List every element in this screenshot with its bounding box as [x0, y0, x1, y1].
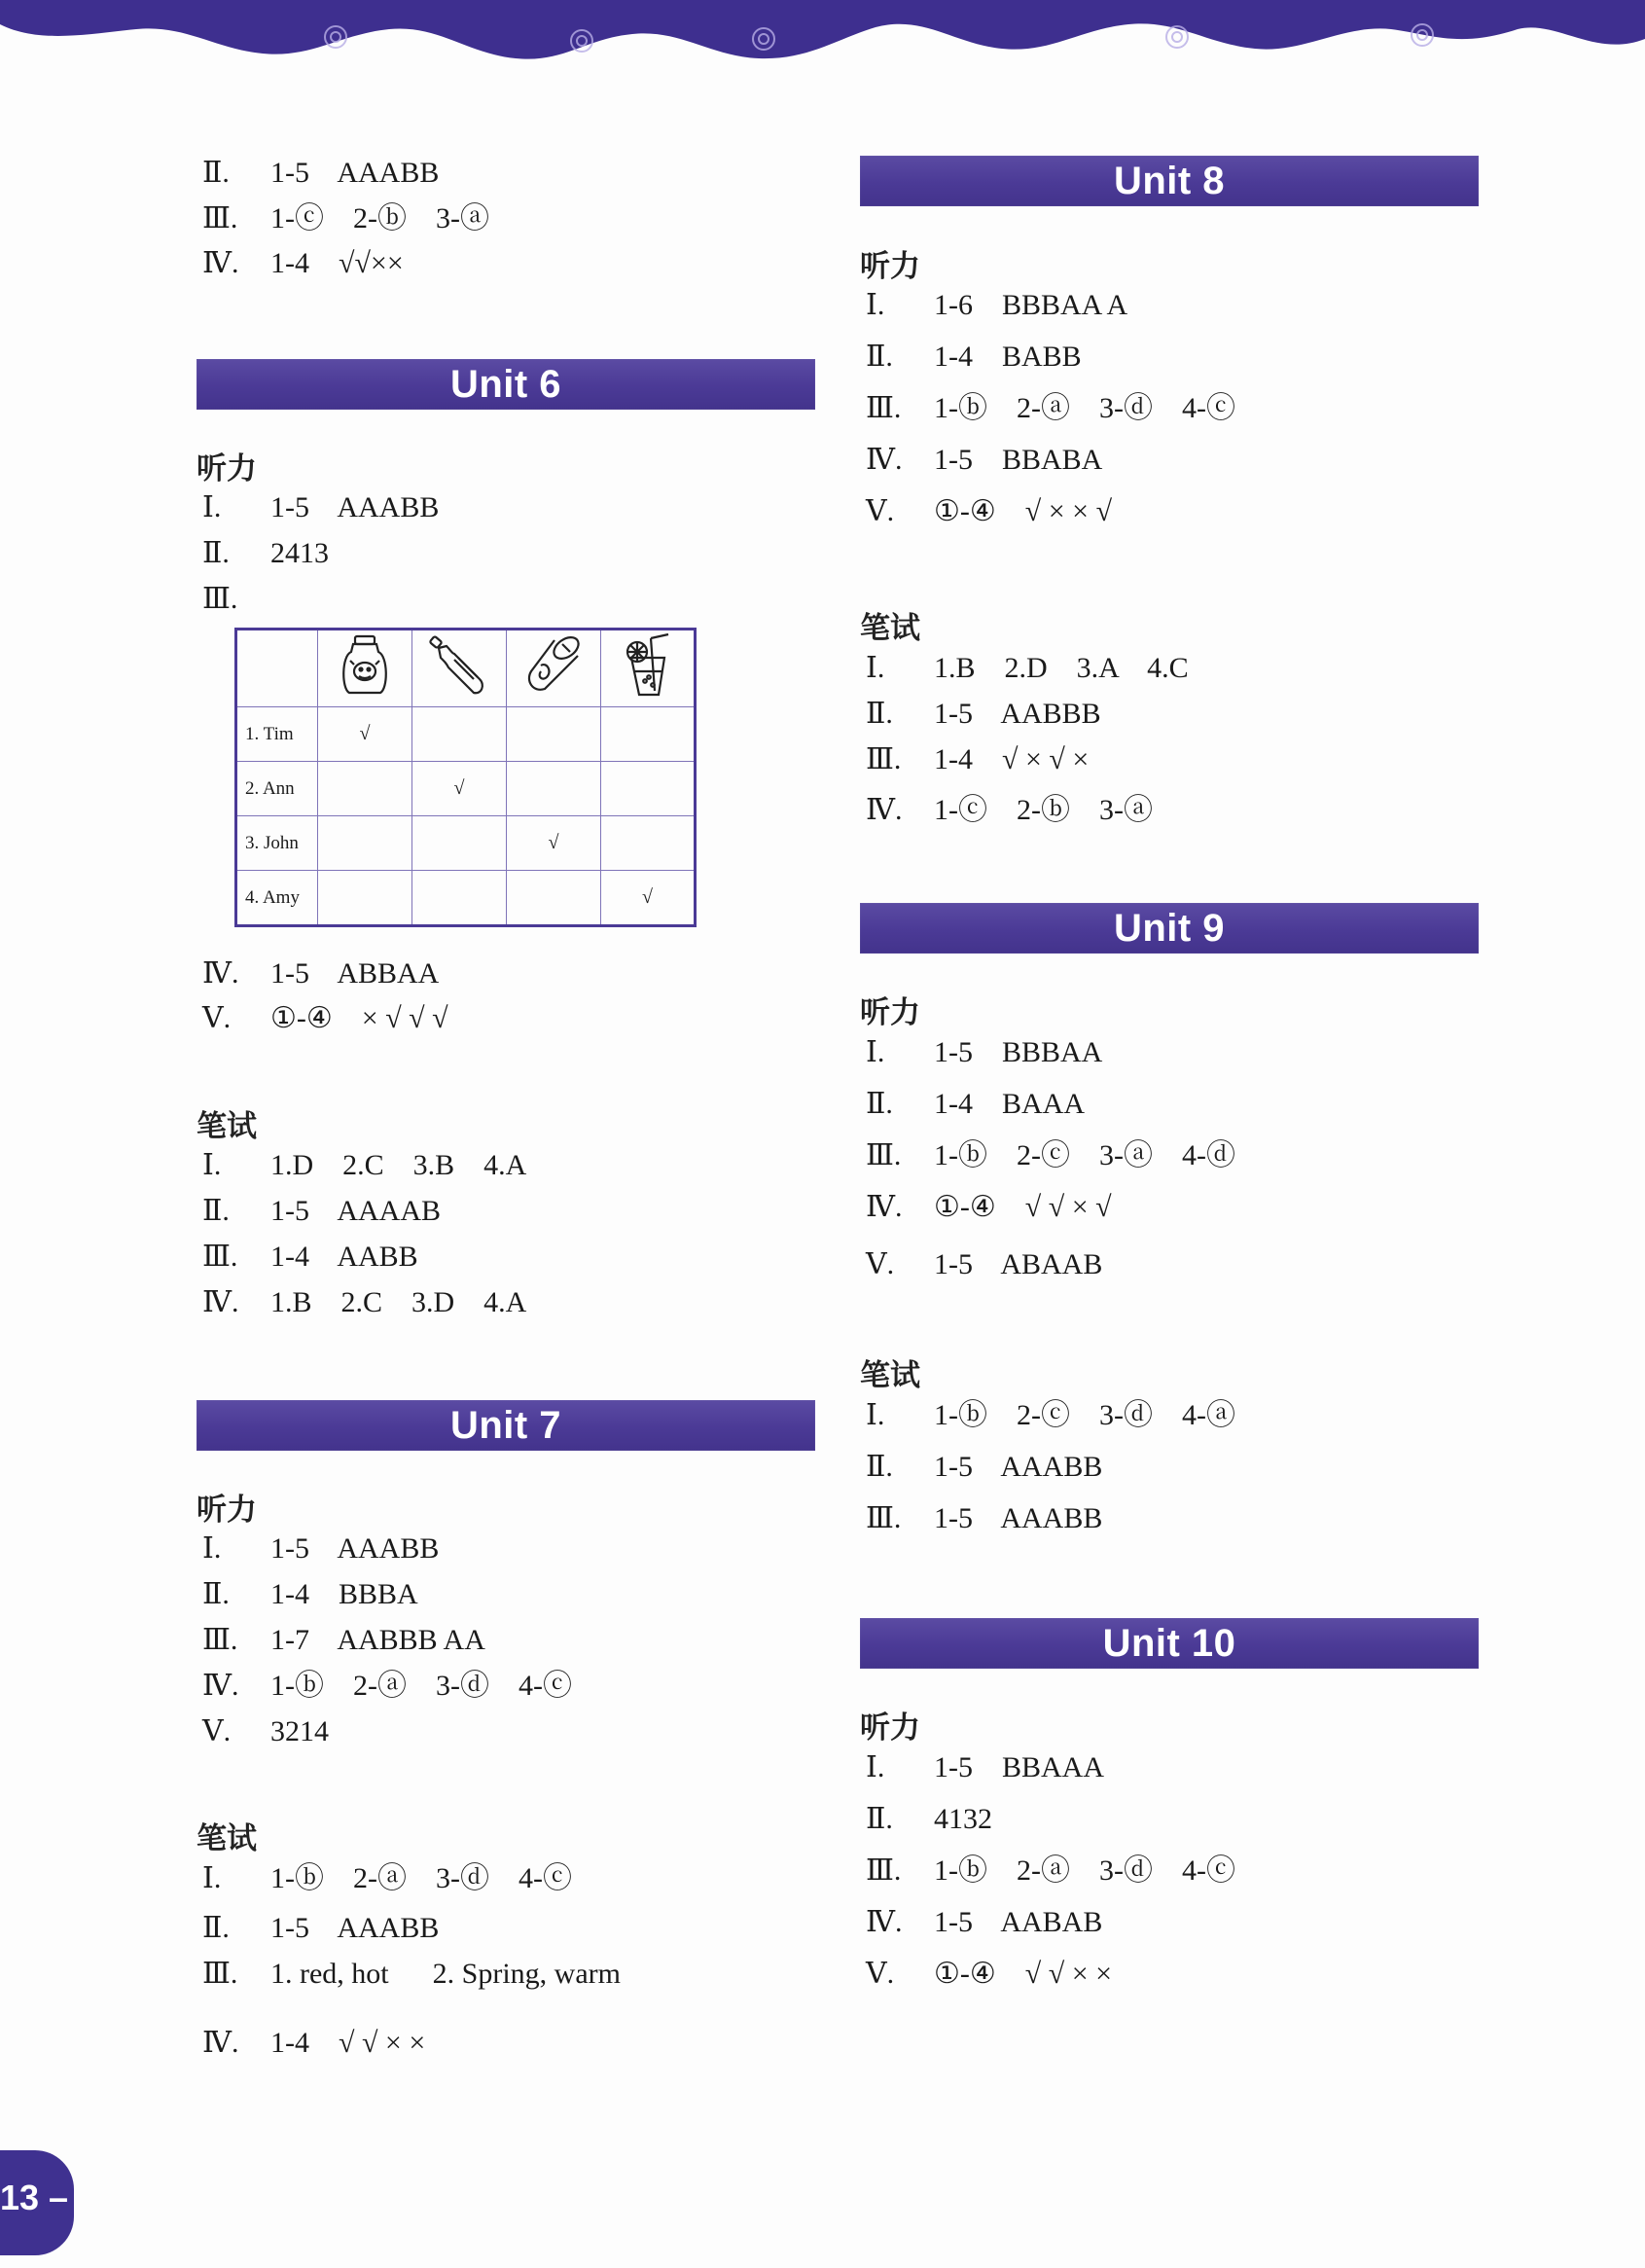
check-cell: √ [601, 871, 696, 926]
answer-line: Ⅳ. 1-ⓒ 2-ⓑ 3-ⓐ [866, 794, 1153, 826]
answer-line: Ⅱ. 1-4 BBBA [202, 1578, 418, 1610]
answer-line: Ⅴ. ①-④ × √ √ √ [202, 1002, 448, 1034]
answer-line: Ⅲ. 1-5 AAABB [866, 1502, 1103, 1534]
answer-line: Ⅰ. 1-ⓑ 2-ⓐ 3-ⓓ 4-ⓒ [202, 1862, 572, 1894]
water-bottle-icon [412, 630, 507, 707]
answer-line: Ⅱ. 2413 [202, 537, 329, 569]
check-cell [412, 871, 507, 926]
answer-line: Ⅰ. 1-5 BBBAA [866, 1036, 1103, 1068]
written-heading: 笔试 [197, 1821, 257, 1856]
answer-line: Ⅱ. 1-5 AAABB [202, 157, 440, 189]
unit-title: Unit 6 [449, 362, 562, 406]
unit-7-header [197, 1400, 815, 1451]
answer-line: Ⅱ. 1-5 AAABB [866, 1451, 1103, 1483]
answer-line: Ⅱ. 4132 [866, 1803, 992, 1835]
answer-line: Ⅱ. 1-5 AAAAB [202, 1195, 442, 1227]
check-cell [507, 762, 601, 816]
answer-line: Ⅳ. 1-5 ABBAA [202, 957, 440, 990]
page-number-tab [0, 2150, 74, 2255]
answer-line: Ⅰ. 1-6 BBBAA A [866, 289, 1128, 321]
unit-9-header [860, 903, 1479, 954]
table-header-row [236, 630, 696, 707]
answer-line: Ⅲ. 1-7 AABBB AA [202, 1624, 485, 1656]
written-heading: 笔试 [197, 1109, 257, 1144]
answer-line: Ⅲ. 1-4 √ × √ × [866, 743, 1090, 775]
answer-line: Ⅳ. 1-4 √√×× [202, 247, 404, 279]
unit-title: Unit 7 [449, 1403, 562, 1447]
answer-line: Ⅰ. 1-5 AAABB [202, 1532, 440, 1565]
answer-line: Ⅲ. 1-ⓑ 2-ⓒ 3-ⓐ 4-ⓓ [866, 1139, 1235, 1171]
check-cell [412, 707, 507, 762]
name-cell: 2. Ann [236, 762, 318, 816]
name-cell: 1. Tim [236, 707, 318, 762]
name-cell: 4. Amy [236, 871, 318, 926]
check-cell [601, 816, 696, 871]
check-cell: √ [412, 762, 507, 816]
written-heading: 笔试 [860, 1358, 920, 1393]
check-cell: √ [318, 707, 412, 762]
unit-10-header [860, 1618, 1479, 1669]
answer-line: Ⅲ. 1-4 AABB [202, 1241, 418, 1273]
check-cell [318, 762, 412, 816]
table-row [236, 871, 696, 926]
answer-line: Ⅰ. 1-5 AAABB [202, 491, 440, 523]
table-row [236, 816, 696, 871]
check-cell: √ [507, 816, 601, 871]
answer-line: Ⅲ. [202, 583, 238, 615]
answer-line: Ⅱ. 1-5 AABBB [866, 698, 1101, 730]
answer-line: Ⅰ. 1.D 2.C 3.B 4.A [202, 1149, 527, 1181]
table-corner-cell [236, 630, 318, 707]
check-cell [601, 762, 696, 816]
answer-line: Ⅳ. 1-4 √ √ × × [202, 2027, 426, 2059]
answer-line: Ⅴ. ①-④ √ √ × × [866, 1958, 1113, 1990]
listening-heading: 听力 [860, 995, 920, 1030]
answer-line: Ⅳ. 1.B 2.C 3.D 4.A [202, 1286, 527, 1318]
unit-8-header [860, 156, 1479, 206]
answer-line: Ⅳ. ①-④ √ √ × √ [866, 1191, 1112, 1223]
listening-heading: 听力 [860, 1710, 920, 1746]
answer-line: Ⅳ. 1-5 BBABA [866, 444, 1103, 476]
answer-line: Ⅱ. 1-4 BABB [866, 341, 1082, 373]
table-row [236, 707, 696, 762]
check-cell [507, 871, 601, 926]
answer-line: Ⅲ. 1-ⓑ 2-ⓐ 3-ⓓ 4-ⓒ [866, 392, 1235, 424]
answer-line: Ⅲ. 1-ⓑ 2-ⓐ 3-ⓓ 4-ⓒ [866, 1854, 1235, 1887]
answer-line: Ⅰ. 1-ⓑ 2-ⓒ 3-ⓓ 4-ⓐ [866, 1399, 1235, 1431]
drink-answer-table [234, 628, 697, 927]
written-heading: 笔试 [860, 611, 920, 646]
check-cell [601, 707, 696, 762]
answer-line: Ⅲ. 1-ⓒ 2-ⓑ 3-ⓐ [202, 202, 489, 234]
answer-line: Ⅴ. 3214 [202, 1715, 329, 1747]
page-number: 13 – [0, 2178, 69, 2217]
listening-heading: 听力 [860, 249, 920, 284]
answer-line: Ⅱ. 1-4 BAAA [866, 1088, 1085, 1120]
answer-line: Ⅳ. 1-5 AABAB [866, 1906, 1103, 1938]
answer-line: Ⅴ. 1-5 ABAAB [866, 1248, 1103, 1280]
check-cell [318, 816, 412, 871]
answer-line: Ⅲ. 1. red, hot 2. Spring, warm [202, 1958, 621, 1990]
juice-glass-icon [601, 630, 696, 707]
check-cell [412, 816, 507, 871]
unit-6-header [197, 359, 815, 410]
name-cell: 3. John [236, 816, 318, 871]
unit-title: Unit 9 [1113, 906, 1226, 950]
answer-line: Ⅰ. 1-5 BBAAA [866, 1751, 1105, 1783]
answer-line: Ⅳ. 1-ⓑ 2-ⓐ 3-ⓓ 4-ⓒ [202, 1670, 572, 1702]
milk-jar-icon [318, 630, 412, 707]
top-wave-banner [0, 0, 1645, 88]
answer-line: Ⅰ. 1.B 2.D 3.A 4.C [866, 652, 1189, 684]
unit-title: Unit 8 [1113, 159, 1226, 202]
cola-can-icon [507, 630, 601, 707]
check-cell [318, 871, 412, 926]
listening-heading: 听力 [197, 1493, 257, 1528]
table-row [236, 762, 696, 816]
check-cell [507, 707, 601, 762]
answer-line: Ⅴ. ①-④ √ × × √ [866, 495, 1113, 527]
answer-line: Ⅱ. 1-5 AAABB [202, 1912, 440, 1944]
listening-heading: 听力 [197, 451, 257, 486]
unit-title: Unit 10 [1102, 1621, 1236, 1665]
